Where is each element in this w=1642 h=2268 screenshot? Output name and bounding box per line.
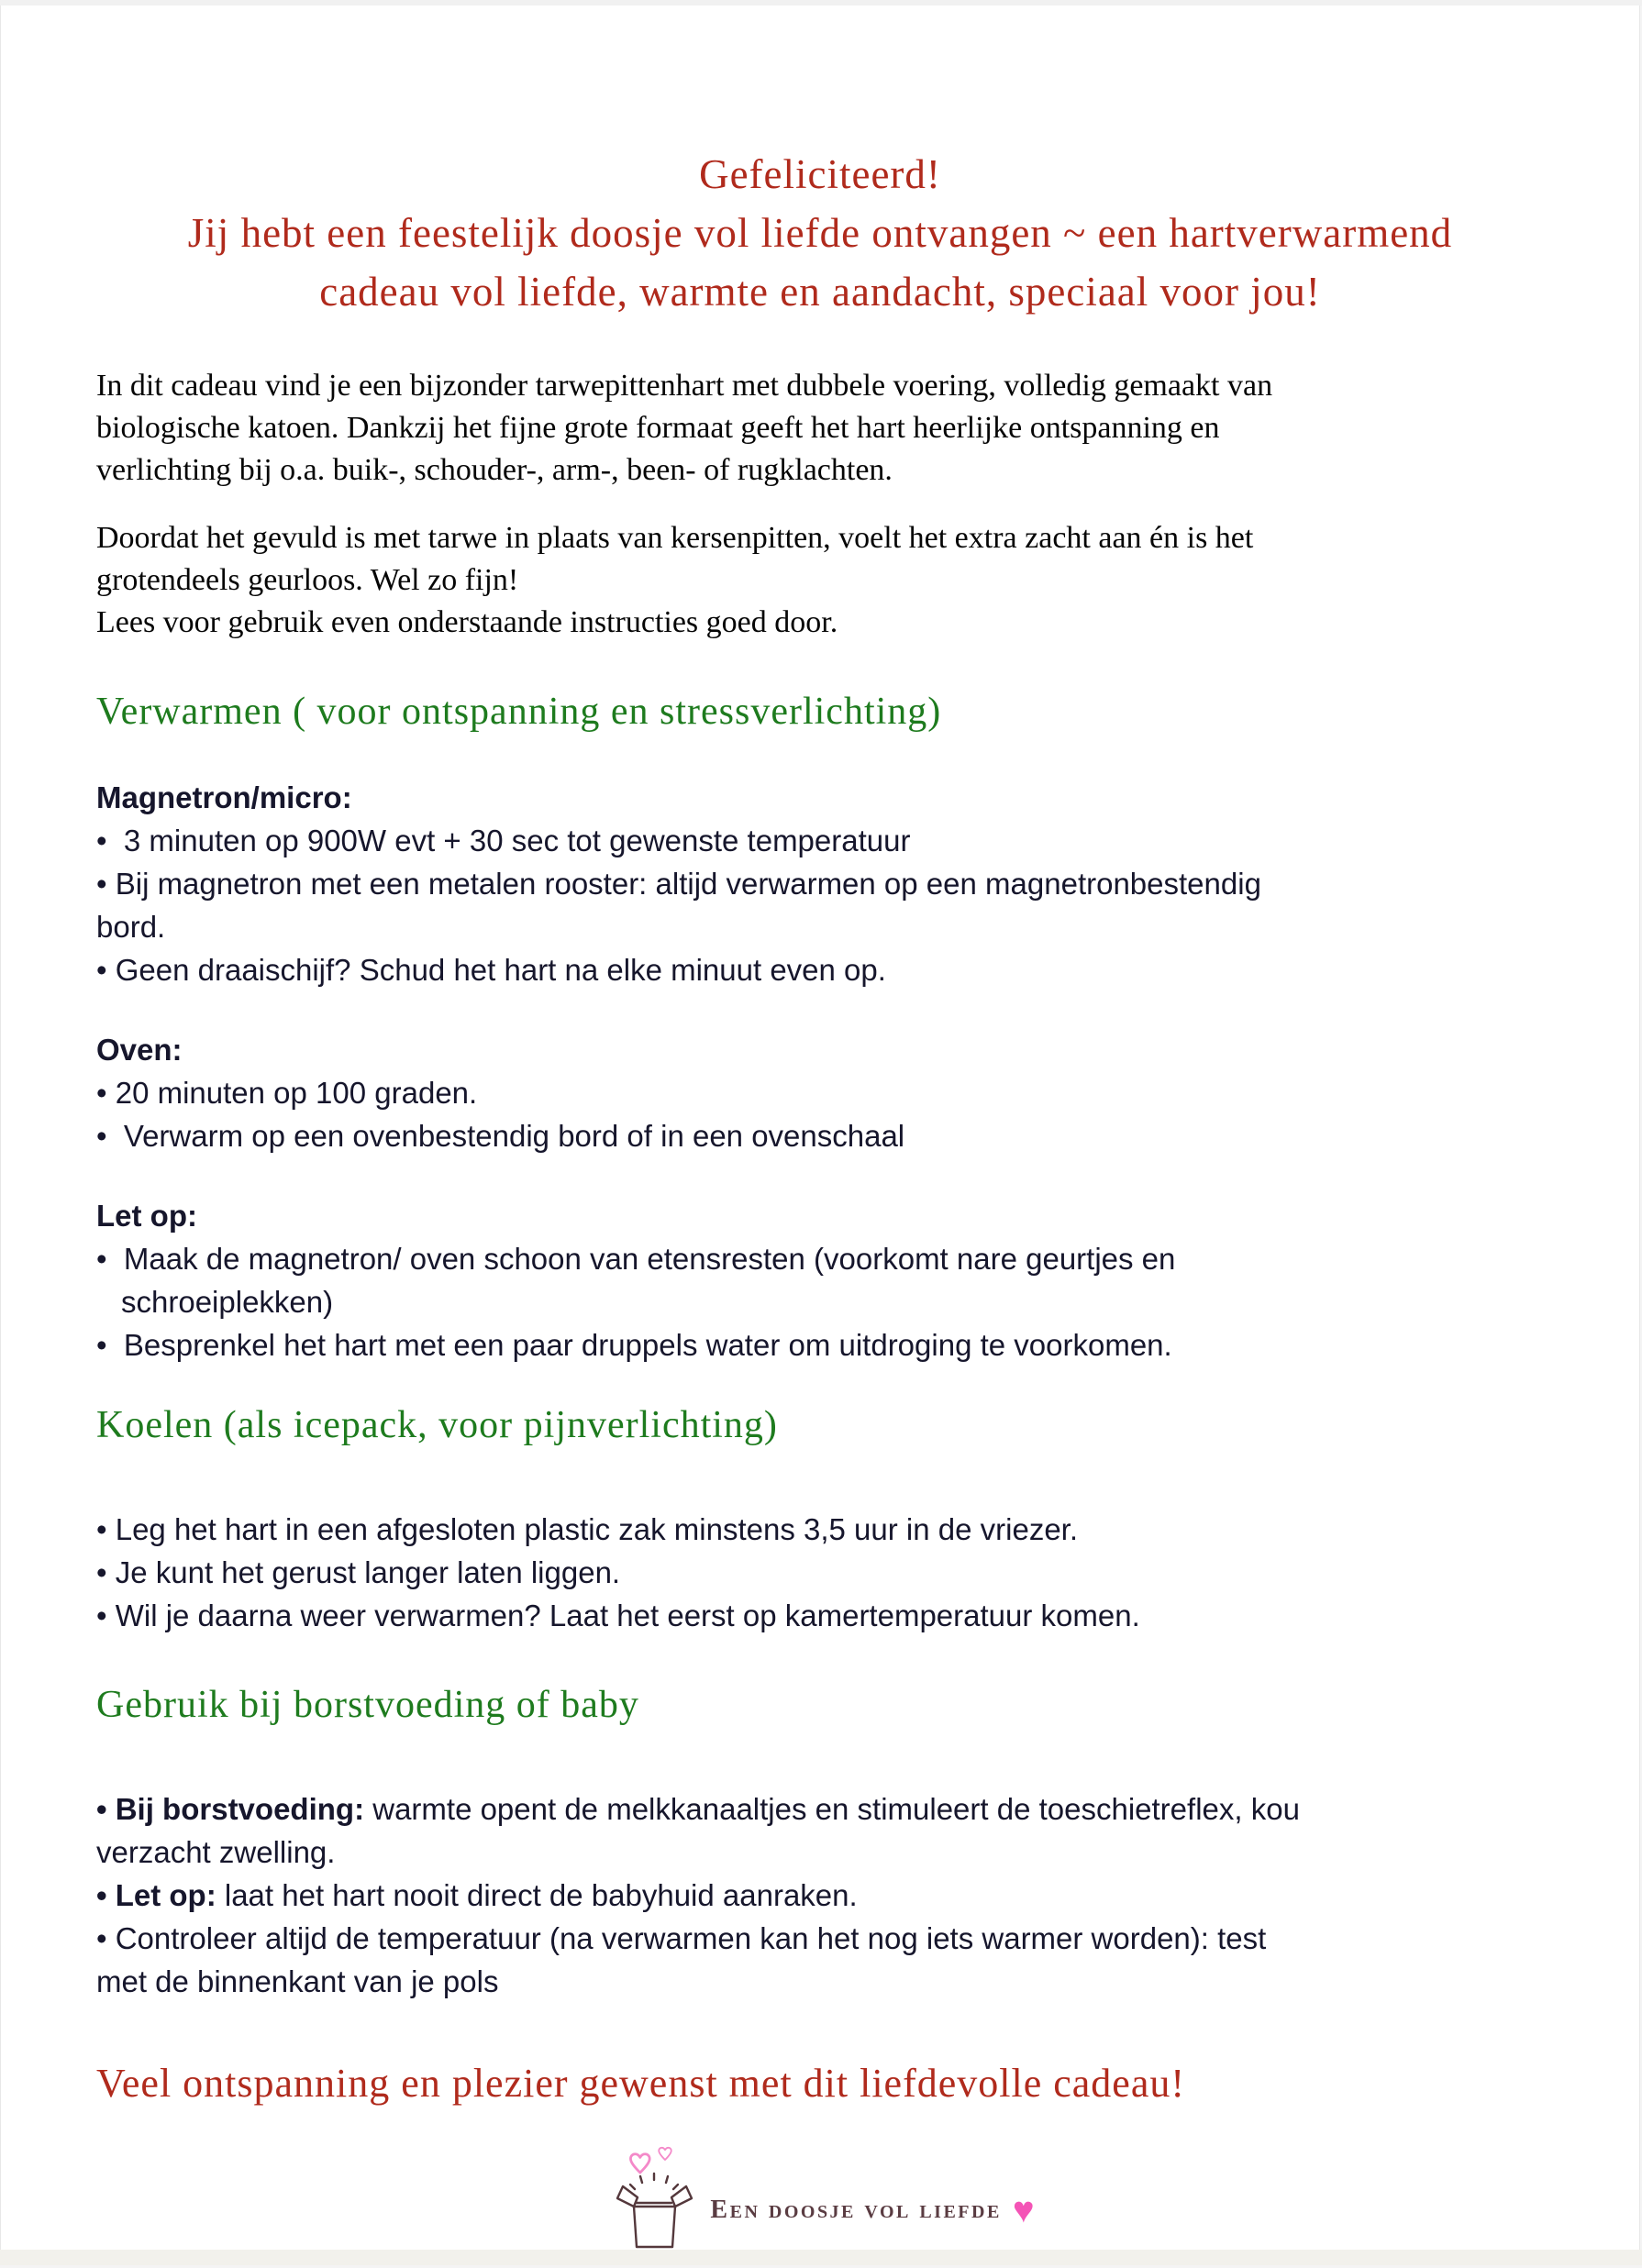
congratulations-header <box>96 145 1544 321</box>
list-item: • Bij magnetron met een metalen rooster: altijd verwarmen op een magnetronbestendig <box>96 867 1261 901</box>
let-op-title: Let op: <box>96 1199 197 1233</box>
paragraph-line: biologische katoen. Dankzij het fijne grote formaat geeft het hart heerlijke ontspanning en <box>96 411 1220 445</box>
koelen-list <box>96 1508 1544 1637</box>
section-heading-verwarmen: Verwarmen ( voor ontspanning en stressverlichting) <box>96 691 942 733</box>
magnetron-section <box>96 776 1544 991</box>
list-item-continuation: met de binnenkant van je pols <box>96 1964 499 1998</box>
paragraph-line: grotendeels geurloos. Wel zo fijn! <box>96 563 519 597</box>
list-item-text: laat het hart nooit direct de babyhuid aanraken. <box>216 1878 858 1912</box>
list-item: • Je kunt het gerust langer laten liggen. <box>96 1555 621 1589</box>
list-item-continuation: verzacht zwelling. <box>96 1835 336 1869</box>
borstvoeding-list <box>96 1787 1544 2003</box>
list-item-bold-prefix: • Bij borstvoeding: <box>96 1792 365 1826</box>
brand-name: Een doosje vol liefde <box>710 2196 1002 2224</box>
list-item: • Besprenkel het hart met een paar druppels water om uitdroging te voorkomen. <box>96 1328 1172 1362</box>
list-item: • Geen draaischijf? Schud het hart na elke minuut even op. <box>96 953 886 987</box>
list-item-continuation: schroeiplekken) <box>121 1285 334 1319</box>
paragraph-line: Doordat het gevuld is met tarwe in plaats van kersenpitten, voelt het extra zacht aan én is het <box>96 521 1254 555</box>
list-item: • Maak de magnetron/ oven schoon van etensresten (voorkomt nare geurtjes en <box>96 1242 1176 1276</box>
oven-section <box>96 1028 1544 1157</box>
header-title: Gefeliciteerd! <box>699 151 941 197</box>
list-item: • 20 minuten op 100 graden. <box>96 1076 478 1110</box>
header-line-2: Jij hebt een feestelijk doosje vol liefde ontvangen ~ een hartverwarmend <box>187 210 1453 256</box>
document-content <box>1 145 1639 2268</box>
paragraph-line: Lees voor gebruik even onderstaande instructies goed door. <box>96 605 838 639</box>
heart-icon: ♥ <box>1012 2189 1035 2230</box>
list-item: • 3 minuten op 900W evt + 30 sec tot gewenste temperatuur <box>96 824 911 857</box>
oven-title: Oven: <box>96 1033 183 1067</box>
list-item: • Wil je daarna weer verwarmen? Laat het eerst op kamertemperatuur komen. <box>96 1599 1140 1632</box>
list-item-bold-prefix: • Let op: <box>96 1878 216 1912</box>
list-item: • Controleer altijd de temperatuur (na verwarmen kan het nog iets warmer worden): test <box>96 1921 1267 1955</box>
let-op-section <box>96 1194 1544 1366</box>
list-item: • Leg het hart in een afgesloten plastic zak minstens 3,5 uur in de vriezer. <box>96 1512 1079 1546</box>
section-heading-koelen: Koelen (als icepack, voor pijnverlichting) <box>96 1404 778 1446</box>
paragraph-line: In dit cadeau vind je een bijzonder tarwepittenhart met dubbele voering, volledig gemaakt van <box>96 369 1273 403</box>
list-item-continuation: bord. <box>96 910 166 944</box>
paragraph-line: verlichting bij o.a. buik-, schouder-, arm-, been- of rugklachten. <box>96 453 893 487</box>
intro-paragraph-2 <box>96 517 1544 644</box>
brand-line <box>710 2189 1035 2230</box>
section-heading-borstvoeding: Gebruik bij borstvoeding of baby <box>96 1684 639 1726</box>
gift-box-icon <box>605 2146 705 2253</box>
intro-paragraph-1 <box>96 365 1544 492</box>
list-item: • Verwarm op een ovenbestendig bord of in een ovenschaal <box>96 1119 905 1153</box>
list-item <box>96 1787 1544 1831</box>
magnetron-title: Magnetron/micro: <box>96 780 352 814</box>
document-page <box>0 6 1640 2265</box>
header-line-3: cadeau vol liefde, warmte en aandacht, speciaal voor jou! <box>319 269 1321 315</box>
list-item <box>96 1874 1544 1917</box>
closing-line: Veel ontspanning en plezier gewenst met dit liefdevolle cadeau! <box>96 2061 1186 2106</box>
list-item-text: warmte opent de melkkanaaltjes en stimuleert de toeschietreflex, kou <box>364 1792 1300 1826</box>
page-bottom-edge <box>0 2250 1642 2265</box>
